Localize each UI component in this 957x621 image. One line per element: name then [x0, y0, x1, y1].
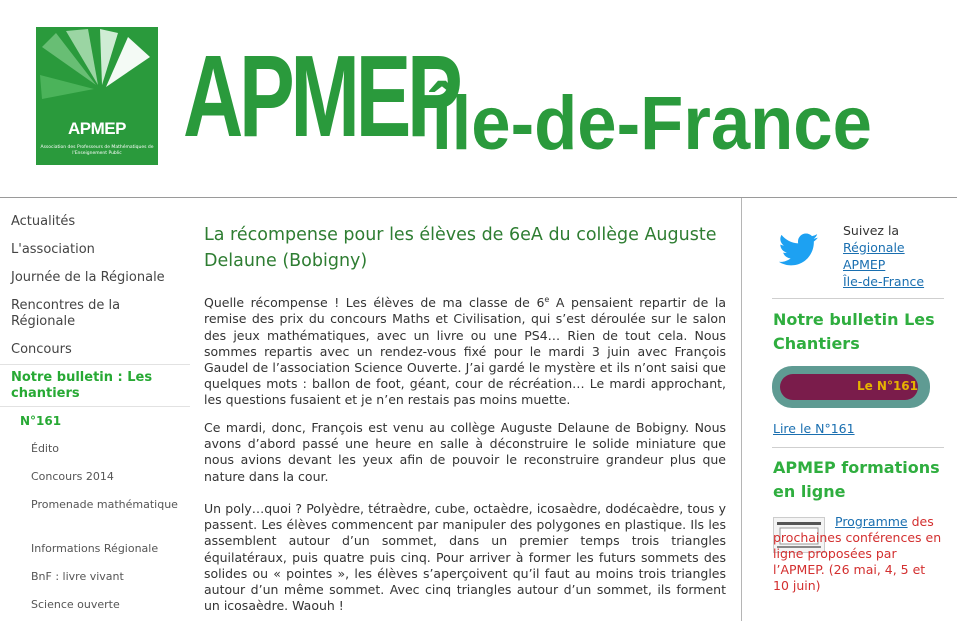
article	[204, 222, 726, 614]
nav-divider	[0, 406, 190, 407]
nav-subsub-bnf[interactable]: BnF : livre vivant	[31, 570, 124, 583]
article-title: La récompense pour les élèves de 6eA du collège Auguste Delaune (Bobigny)	[204, 225, 717, 271]
formations-heading: APMEP formations en ligne	[773, 458, 940, 501]
article-paragraph: Ce mardi, donc, François est venu au collège Auguste Delaune de Bobigny. Nous avons d’abord passé une heure en salle à déconstruire le solide miniature que nous avions devant les yeux afin de pouvoir le reconstruire grandeur plus que nature dans la cour.	[204, 420, 726, 484]
nav-item-concours[interactable]: Concours	[11, 342, 72, 357]
bulletin-button[interactable]	[772, 366, 930, 408]
logo-acronym: APMEP	[68, 119, 126, 138]
superscript: e	[544, 295, 550, 304]
programme-description: des prochaines conférences en ligne proposées par l’APMEP. (26 mai, 4, 5 et 10 juin)	[773, 514, 942, 593]
paragraph-text: A pensaient repartir de la remise des prix du concours Maths et Civilisation, qui s’est déroulée sur le salon des jeux mathématiques, avec un livre ou une PS4… Rien de tout cela. Nous sommes repartis avec un rendez-vous fixé pour le mardi 3 juin avec François Gaudel de l’association Science Ouverte. J’ai gardé le mystère et ils n’ont saisi que quelques mots : ballon de foot, géant, cour de récréation… Le mardi approchant, les questions fusaient et je n’en restais pas moins muette.	[204, 295, 726, 408]
nav-subsub-promenade[interactable]: Promenade mathématique	[31, 498, 178, 511]
formations-text	[773, 514, 945, 594]
nav-subsub-edito[interactable]: Édito	[31, 442, 60, 455]
nav-item-rencontres[interactable]: Rencontres de la Régionale	[11, 298, 121, 329]
site-name[interactable]: APMEP	[183, 31, 459, 161]
bulletin-heading: Notre bulletin Les Chantiers	[773, 310, 935, 353]
paragraph-text: Quelle récompense ! Les élèves de ma classe de 6	[204, 295, 545, 311]
site-header	[0, 0, 957, 198]
follow-link-line[interactable]: APMEP	[843, 257, 886, 272]
read-bulletin-link[interactable]: Lire le N°161	[773, 421, 855, 436]
right-sidebar	[741, 198, 957, 621]
nav-subsub-informations[interactable]: Informations Régionale	[31, 542, 159, 555]
article-paragraph: Un poly…quoi ? Polyèdre, tétraèdre, cube, octaèdre, icosaèdre, dodécaèdre, tous y passent. Les élèves commencent par manipuler des polygones en plastique. Ils les assemblent autour d’un sommet, dans un premier temps trois triangles équilatéraux, puis quatre puis cinq. Pour arriver à former les futurs sommets des solides ou « pointes », les élèves s’aperçoivent qu’il faut au moins trois triangles autour d’un même sommet. Avec cinq triangles autour d’un sommet, ils forment un icosaèdre. Waouh !	[204, 501, 726, 614]
article-paragraph	[204, 292, 726, 409]
nav-item-association[interactable]: L'association	[11, 242, 95, 257]
sidebar-divider	[772, 298, 944, 299]
follow-label: Suivez la	[843, 223, 900, 238]
nav-item-bulletin[interactable]: Notre bulletin : Les chantiers	[11, 370, 153, 401]
nav-divider	[0, 364, 190, 365]
bulletin-button-label: Le N°161	[856, 379, 918, 393]
nav-sub-item-161[interactable]: N°161	[20, 414, 62, 428]
nav-subsub-science-ouverte[interactable]: Science ouverte	[31, 598, 120, 611]
follow-block	[843, 222, 953, 290]
bulletin-button-inner	[780, 374, 918, 400]
region-title: Île-de-France	[432, 81, 872, 166]
twitter-bird-icon[interactable]	[779, 233, 819, 267]
logo-fan-icon	[36, 27, 158, 119]
programme-link[interactable]: Programme	[835, 514, 908, 529]
logo-association-name: Association des Professeurs de Mathématiques de l'Enseignement Public	[40, 145, 154, 156]
nav-item-actualites[interactable]: Actualités	[11, 214, 76, 229]
nav-item-journee[interactable]: Journée de la Régionale	[11, 270, 165, 285]
sidebar-divider	[772, 447, 944, 448]
nav-subsub-concours-2014[interactable]: Concours 2014	[31, 470, 114, 483]
follow-link-line[interactable]: Régionale	[843, 240, 905, 255]
follow-link-line[interactable]: Île-de-France	[843, 274, 925, 289]
left-navigation	[0, 198, 190, 621]
apmep-logo[interactable]	[36, 27, 158, 165]
